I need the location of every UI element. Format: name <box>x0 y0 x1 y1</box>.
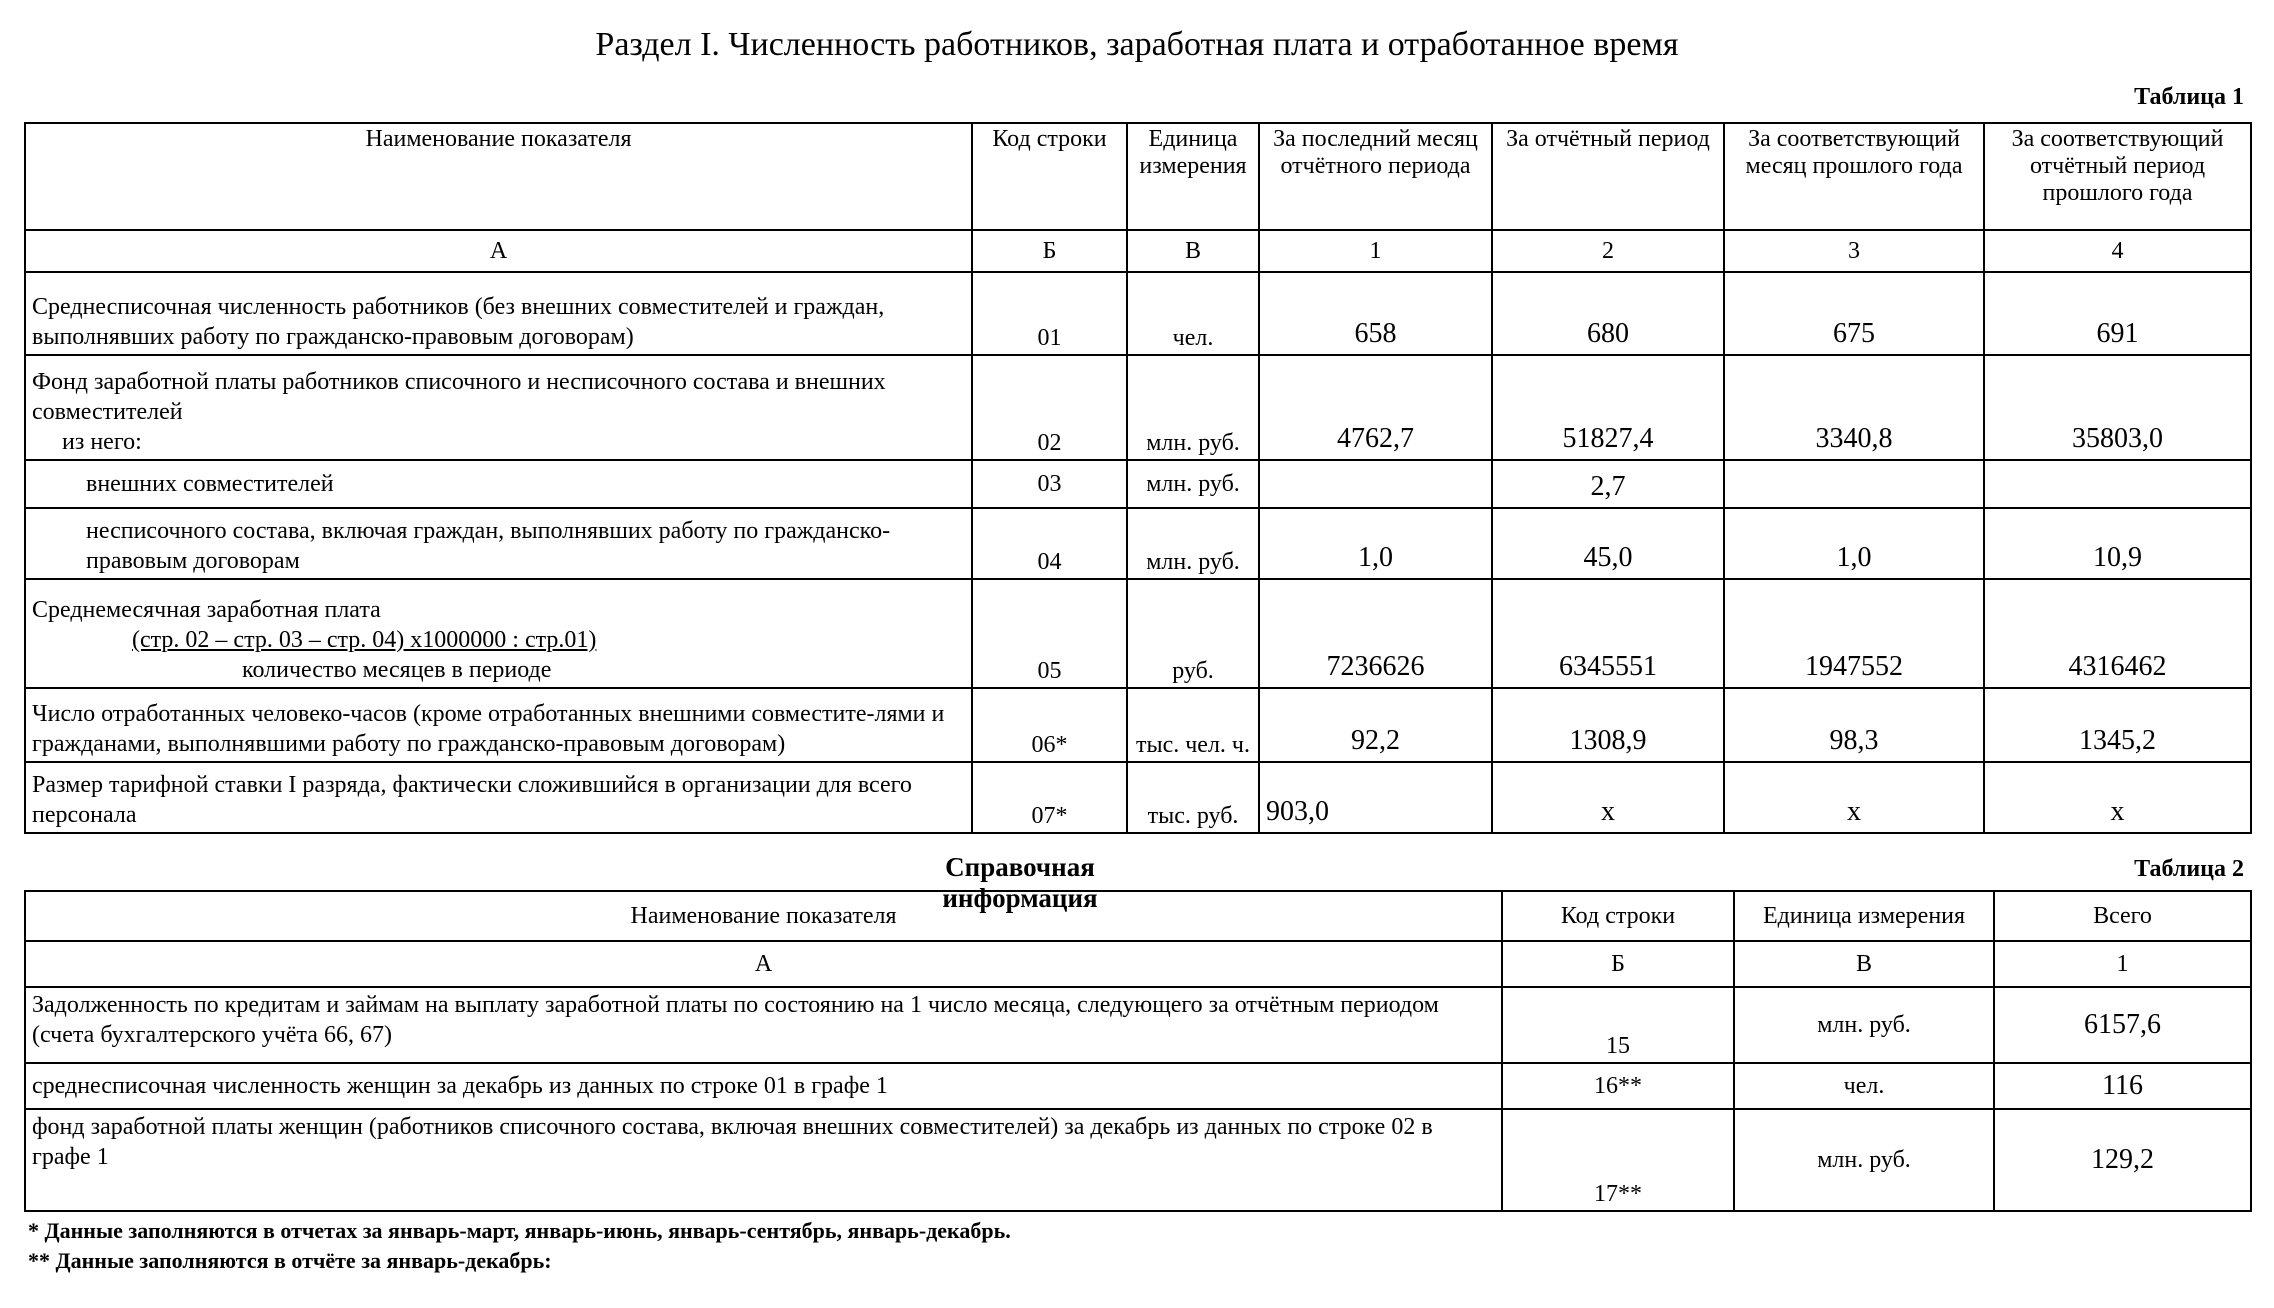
row-total: 129,2 <box>1994 1109 2251 1211</box>
row-name: Задолженность по кредитам и займам на выплату заработной платы по состоянию на 1 число месяца, следующего за отчётным периодом (счета бухгалтерского учёта 66, 67) <box>25 987 1502 1063</box>
row-v2: 680 <box>1492 272 1724 355</box>
row-v2: 2,7 <box>1492 460 1724 508</box>
row-v3: 98,3 <box>1724 688 1984 763</box>
header-unit: Единица измерения <box>1734 891 1994 941</box>
row-name: несписочного состава, включая граждан, выполнявших работу по гражданско-правовым договорам <box>25 508 972 579</box>
header-col4: За соответствующий отчётный период прошлого года <box>1984 123 2251 230</box>
table-row <box>25 460 2251 508</box>
header-col2: За отчётный период <box>1492 123 1724 230</box>
row-v2: 45,0 <box>1492 508 1724 579</box>
row-v1: 7236626 <box>1259 579 1492 688</box>
row-sub-text: из него: <box>62 428 142 455</box>
row-v2: 51827,4 <box>1492 355 1724 460</box>
footnotes <box>28 1216 1011 1276</box>
letter-b: Б <box>972 230 1127 272</box>
table-row <box>25 1109 2251 1211</box>
header-unit: Единица измерения <box>1127 123 1259 230</box>
header-code: Код строки <box>972 123 1127 230</box>
row-v3 <box>1724 460 1984 508</box>
header-col3: За соответствующий месяц прошлого года <box>1724 123 1984 230</box>
row-name: Размер тарифной ставки I разряда, фактически сложившийся в организации для всего персонала <box>25 762 972 833</box>
row-v4: 35803,0 <box>1984 355 2251 460</box>
row-name: среднесписочная численность женщин за декабрь из данных по строке 01 в графе 1 <box>25 1063 1502 1109</box>
letter-4: 4 <box>1984 230 2251 272</box>
header-name: Наименование показателя <box>25 123 972 230</box>
row-v2: 6345551 <box>1492 579 1724 688</box>
row-unit: млн. руб. <box>1734 1109 1994 1211</box>
header-name: Наименование показателя <box>25 891 1502 941</box>
row-code: 05 <box>972 579 1127 688</box>
row-code: 01 <box>972 272 1127 355</box>
letter-1: 1 <box>1994 941 2251 987</box>
letter-b: Б <box>1502 941 1734 987</box>
header-code: Код строки <box>1502 891 1734 941</box>
row-code: 17** <box>1502 1109 1734 1211</box>
table-1 <box>24 122 2252 834</box>
row-v4: х <box>1984 762 2251 833</box>
row-code: 04 <box>972 508 1127 579</box>
table-row <box>25 355 2251 460</box>
row-v3: 675 <box>1724 272 1984 355</box>
row-unit: чел. <box>1734 1063 1994 1109</box>
row-code: 16** <box>1502 1063 1734 1109</box>
row-name-text: Фонд заработной платы работников списочного и несписочного состава и внешних совместителей <box>32 368 886 425</box>
row-unit: тыс. чел. ч. <box>1127 688 1259 763</box>
letter-v: В <box>1127 230 1259 272</box>
row-unit: руб. <box>1127 579 1259 688</box>
row-total: 6157,6 <box>1994 987 2251 1063</box>
row-name: Среднесписочная численность работников (без внешних совместителей и граждан, выполнявших работу по гражданско-правовым договорам) <box>25 272 972 355</box>
row-v1: 903,0 <box>1259 762 1492 833</box>
footnote-2: ** Данные заполняются в отчёте за январь-декабрь: <box>28 1248 552 1273</box>
formula-numerator: (стр. 02 – стр. 03 – стр. 04) х1000000 : стр.01) <box>132 626 597 653</box>
row-v1: 4762,7 <box>1259 355 1492 460</box>
table-row <box>25 272 2251 355</box>
table-row <box>25 579 2251 688</box>
row-v4: 10,9 <box>1984 508 2251 579</box>
row-name: Число отработанных человеко-часов (кроме отработанных внешними совместите-лями и гражданами, выполнявшими работу по гражданско-правовым договорам) <box>25 688 972 763</box>
row-unit: млн. руб. <box>1127 508 1259 579</box>
row-v2: 1308,9 <box>1492 688 1724 763</box>
letter-a: А <box>25 230 972 272</box>
letter-1: 1 <box>1259 230 1492 272</box>
row-v4: 4316462 <box>1984 579 2251 688</box>
row-code: 06* <box>972 688 1127 763</box>
row-code: 07* <box>972 762 1127 833</box>
row-v4 <box>1984 460 2251 508</box>
row-v3: 3340,8 <box>1724 355 1984 460</box>
row-unit: чел. <box>1127 272 1259 355</box>
row-name-text: Среднемесячная заработная плата <box>32 596 381 623</box>
table-row <box>25 508 2251 579</box>
row-unit: млн. руб. <box>1127 460 1259 508</box>
table2-header-row <box>25 891 2251 941</box>
row-unit: тыс. руб. <box>1127 762 1259 833</box>
row-unit: млн. руб. <box>1734 987 1994 1063</box>
formula-denominator: количество месяцев в периоде <box>242 656 552 683</box>
row-total: 116 <box>1994 1063 2251 1109</box>
letter-a: А <box>25 941 1502 987</box>
row-code: 03 <box>972 460 1127 508</box>
row-v3: 1,0 <box>1724 508 1984 579</box>
row-v4: 1345,2 <box>1984 688 2251 763</box>
table-2 <box>24 890 2252 1212</box>
row-code: 15 <box>1502 987 1734 1063</box>
reference-info-title: Справочная информация <box>942 852 1098 913</box>
header-total: Всего <box>1994 891 2251 941</box>
header-col1: За последний месяц отчётного периода <box>1259 123 1492 230</box>
table1-label: Таблица 1 <box>2134 84 2244 110</box>
row-name: внешних совместителей <box>25 460 972 508</box>
table2-letters-row <box>25 941 2251 987</box>
row-v1 <box>1259 460 1492 508</box>
row-name <box>25 355 972 460</box>
table2-label: Таблица 2 <box>2134 856 2244 882</box>
row-v1: 1,0 <box>1259 508 1492 579</box>
row-v3: 1947552 <box>1724 579 1984 688</box>
row-v3: х <box>1724 762 1984 833</box>
table1-header-row <box>25 123 2251 230</box>
table-row <box>25 688 2251 763</box>
table-row <box>25 1063 2251 1109</box>
table-row <box>25 987 2251 1063</box>
row-unit: млн. руб. <box>1127 355 1259 460</box>
row-v1: 658 <box>1259 272 1492 355</box>
footnote-1: * Данные заполняются в отчетах за январь-март, январь-июнь, январь-сентябрь, январь-декабрь. <box>28 1218 1011 1243</box>
row-name: фонд заработной платы женщин (работников списочного состава, включая внешних совместителей) за декабрь из данных по строке 02 в графе 1 <box>25 1109 1502 1211</box>
letter-3: 3 <box>1724 230 1984 272</box>
table1-letters-row <box>25 230 2251 272</box>
section-title: Раздел I. Численность работников, заработная плата и отработанное время <box>595 26 1679 63</box>
row-v2: х <box>1492 762 1724 833</box>
row-name <box>25 579 972 688</box>
row-v4: 691 <box>1984 272 2251 355</box>
row-v1: 92,2 <box>1259 688 1492 763</box>
table-row <box>25 762 2251 833</box>
letter-v: В <box>1734 941 1994 987</box>
letter-2: 2 <box>1492 230 1724 272</box>
row-code: 02 <box>972 355 1127 460</box>
